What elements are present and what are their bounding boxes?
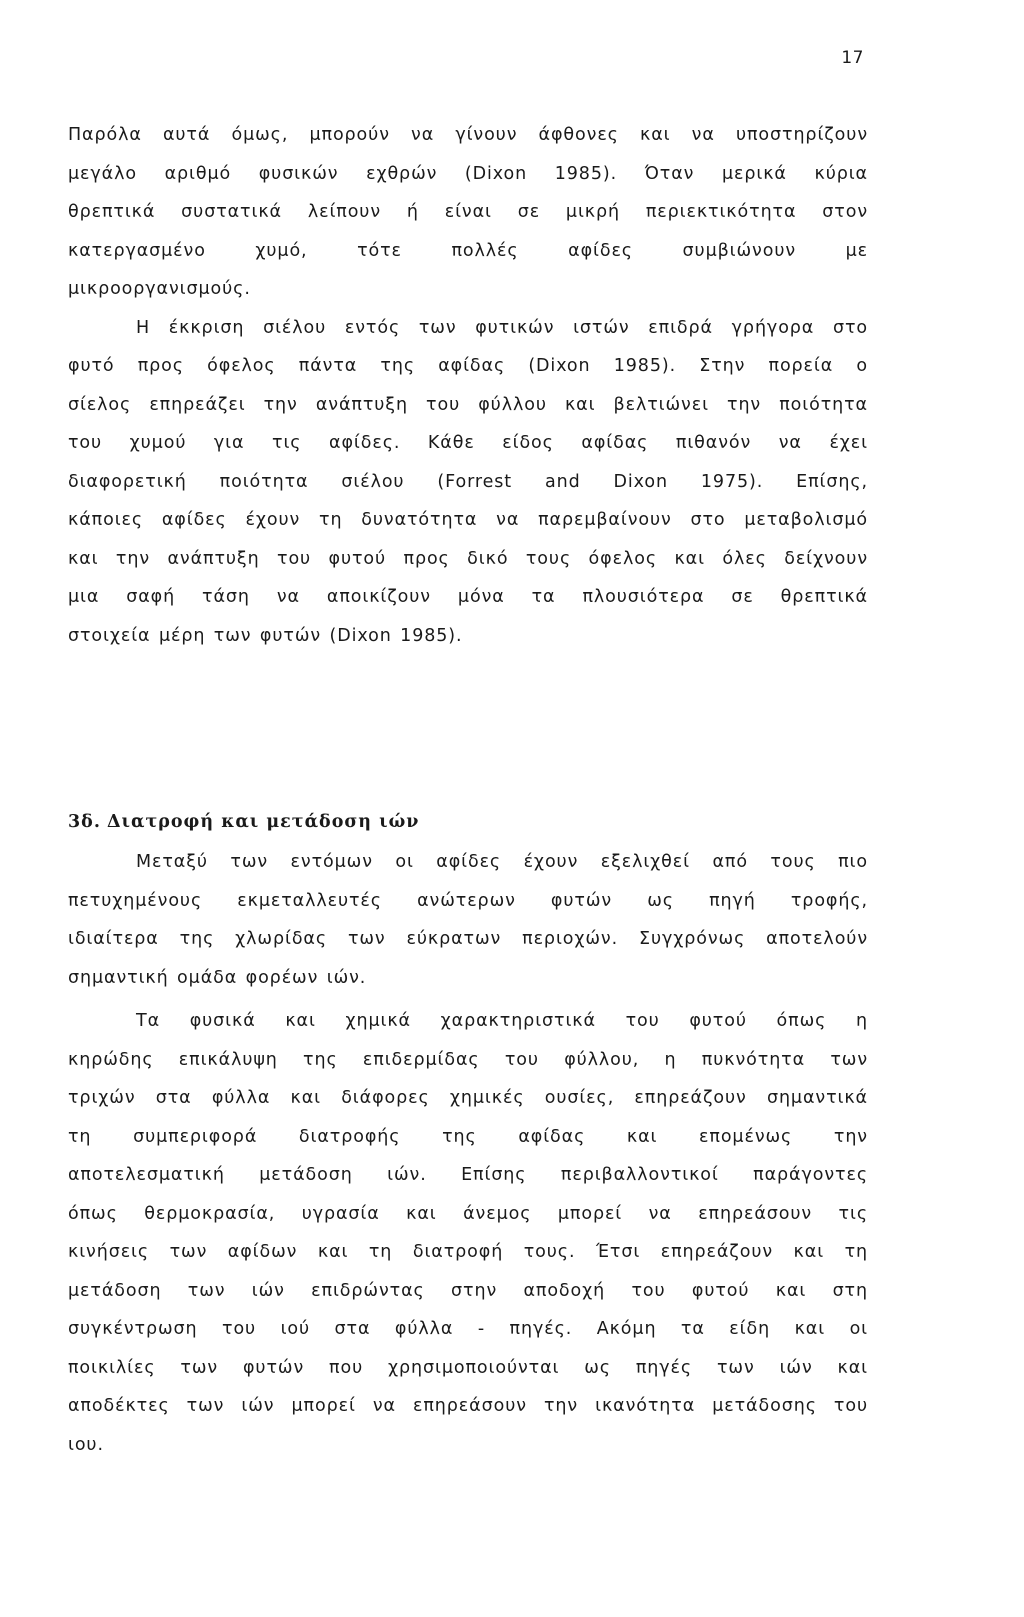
text-line: ιου.: [68, 1434, 104, 1455]
section-number: 3δ.: [68, 812, 101, 832]
text-line: του χυμού για τις αφίδες. Κάθε είδος αφίδας πιθανόν να έχει: [68, 433, 868, 453]
text-line: Παρόλα αυτά όμως, μπορούν να γίνουν άφθονες και να υποστηρίζουν: [68, 125, 868, 145]
text-line: μικροοργανισμούς.: [68, 279, 251, 299]
section-title: Διατροφή και μετάδοση ιών: [106, 812, 420, 832]
text-line: σίελος επηρεάζει την ανάπτυξη του φύλλου και βελτιώνει την ποιότητα: [68, 394, 868, 415]
text-line: μια σαφή τάση να αποικίζουν μόνα τα πλουσιότερα σε θρεπτικά: [68, 587, 868, 607]
text-line: στοιχεία μέρη των φυτών (Dixon 1985).: [68, 625, 463, 646]
text-line: σημαντική ομάδα φορέων ιών.: [68, 967, 367, 988]
text-line: Μεταξύ των εντόμων οι αφίδες έχουν εξελιχθεί από τους πιο: [136, 852, 868, 872]
text-line: Τα φυσικά και χημικά χαρακτηριστικά του φυτού όπως η: [136, 1011, 868, 1031]
text-line: κατεργασμένο χυμό, τότε πολλές αφίδες συμβιώνουν με: [68, 240, 868, 261]
text-line: πετυχημένους εκμεταλλευτές ανώτερων φυτών ως πηγή τροφής,: [68, 890, 868, 911]
text-line: τη συμπεριφορά διατροφής της αφίδας και επομένως την: [68, 1126, 868, 1147]
text-line: μεγάλο αριθμό φυσικών εχθρών (Dixon 1985). Όταν μερικά κύρια: [68, 163, 868, 184]
text-line: κάποιες αφίδες έχουν τη δυνατότητα να παρεμβαίνουν στο μεταβολισμό: [68, 510, 868, 530]
text-line: τριχών στα φύλλα και διάφορες χημικές ουσίες, επηρεάζουν σημαντικά: [68, 1088, 868, 1108]
text-line: αποτελεσματική μετάδοση ιών. Επίσης περιβαλλοντικοί παράγοντες: [68, 1165, 868, 1185]
text-line: φυτό προς όφελος πάντα της αφίδας (Dixon 1985). Στην πορεία ο: [68, 356, 868, 376]
text-line: κινήσεις των αφίδων και τη διατροφή τους. Έτσι επηρεάζουν και τη: [68, 1242, 868, 1262]
text-line: αποδέκτες των ιών μπορεί να επηρεάσουν την ικανότητα μετάδοσης του: [68, 1396, 868, 1416]
text-line: διαφορετική ποιότητα σιέλου (Forrest and Dixon 1975). Επίσης,: [68, 471, 868, 492]
page-number: 17: [841, 48, 864, 68]
body-text-upper: [68, 116, 868, 655]
text-line: όπως θερμοκρασία, υγρασία και άνεμος μπορεί να επηρεάσουν τις: [68, 1203, 868, 1224]
text-line: Η έκκριση σιέλου εντός των φυτικών ιστών επιδρά γρήγορα στο: [136, 317, 868, 338]
text-line: ποικιλίες των φυτών που χρησιμοποιούνται ως πηγές των ιών και: [68, 1357, 868, 1378]
body-text-section: [68, 843, 868, 997]
section-heading: [68, 804, 419, 840]
text-line: θρεπτικά συστατικά λείπουν ή είναι σε μικρή περιεκτικότητα στον: [68, 202, 868, 222]
text-line: ιδιαίτερα της χλωρίδας των εύκρατων περιοχών. Συγχρόνως αποτελούν: [68, 929, 868, 949]
body-text-lower: [68, 1002, 868, 1464]
text-line: κηρώδης επικάλυψη της επιδερμίδας του φύλλου, η πυκνότητα των: [68, 1049, 868, 1070]
text-line: και την ανάπτυξη του φυτού προς δικό τους όφελος και όλες δείχνουν: [68, 548, 868, 569]
text-line: μετάδοση των ιών επιδρώντας στην αποδοχή του φυτού και στη: [68, 1280, 868, 1301]
text-line: συγκέντρωση του ιού στα φύλλα - πηγές. Ακόμη τα είδη και οι: [68, 1319, 868, 1339]
